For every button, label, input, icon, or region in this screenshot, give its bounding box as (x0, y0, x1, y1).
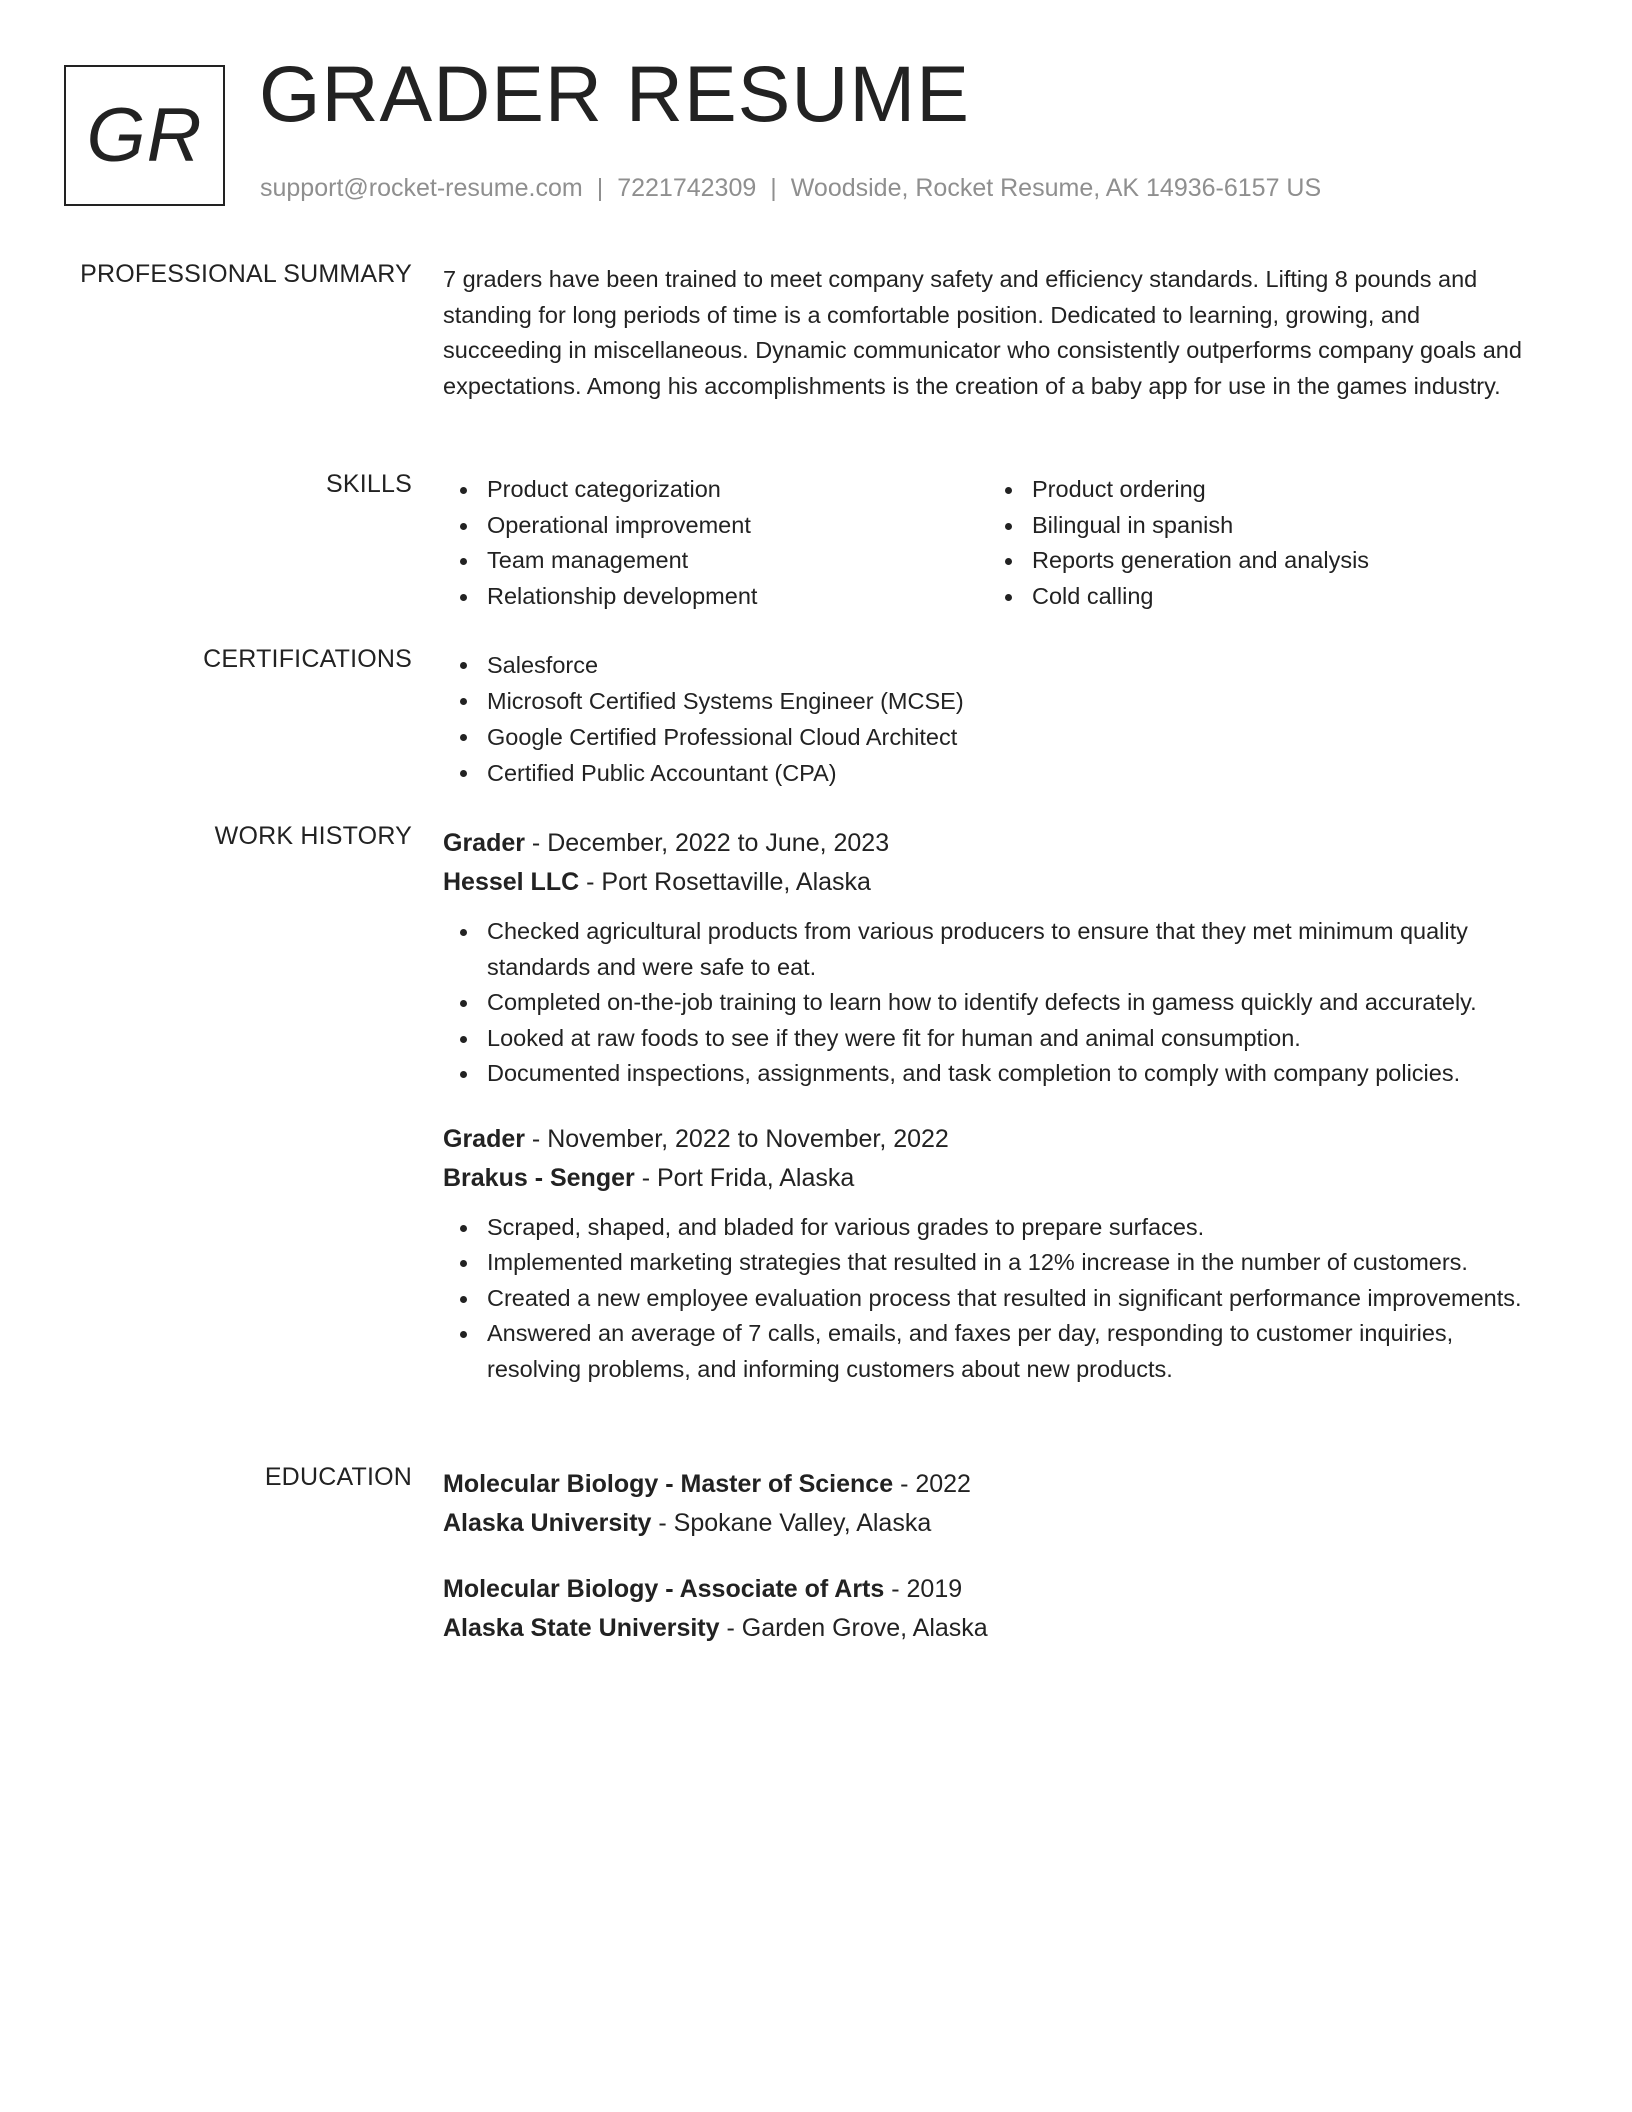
monogram-box (64, 65, 225, 206)
list-item: Operational improvement (443, 508, 988, 544)
education-location: - Spokane Valley, Alaska (651, 1509, 932, 1537)
job-location: - Port Frida, Alaska (634, 1163, 855, 1192)
education-degree: Molecular Biology - Associate of Arts (443, 1575, 885, 1603)
job-dates: - November, 2022 to November, 2022 (524, 1124, 949, 1153)
contact-email[interactable]: support@rocket-resume.com (260, 174, 583, 202)
section-label-summary: PROFESSIONAL SUMMARY (80, 260, 412, 288)
list-item: Looked at raw foods to see if they were fit for human and animal consumption. (443, 1021, 1543, 1057)
list-item: Implemented marketing strategies that resulted in a 12% increase in the number of customers. (443, 1245, 1543, 1281)
education-school-line (443, 1504, 1543, 1543)
list-item: Product ordering (988, 472, 1508, 508)
section-label-education: EDUCATION (264, 1463, 412, 1491)
job-entry (443, 824, 1543, 1092)
list-item: Google Certified Professional Cloud Architect (443, 719, 1543, 755)
education-year: - 2019 (884, 1575, 963, 1603)
job-company-line (443, 1159, 1543, 1198)
skills-list-left (443, 472, 988, 614)
list-item: Relationship development (443, 579, 988, 615)
education-degree-line (443, 1465, 1543, 1504)
job-dates: - December, 2022 to June, 2023 (524, 829, 890, 857)
monogram-initials: GR (86, 93, 203, 178)
section-label-certifications: CERTIFICATIONS (203, 645, 412, 673)
job-title-line (443, 824, 1543, 863)
list-item: Answered an average of 7 calls, emails, and faxes per day, responding to customer inquiries, resolving problems, and informing customers about new products. (443, 1316, 1543, 1387)
education-location: - Garden Grove, Alaska (719, 1614, 988, 1642)
contact-separator: | (596, 174, 604, 202)
education-entry (443, 1465, 1543, 1543)
list-item: Cold calling (988, 579, 1508, 615)
list-item: Microsoft Certified Systems Engineer (MCSE) (443, 683, 1543, 719)
list-item: Completed on-the-job training to learn how to identify defects in gamess quickly and accurately. (443, 985, 1543, 1021)
education-year: - 2022 (893, 1470, 971, 1498)
job-bullets (443, 1210, 1543, 1388)
work-history-body (443, 824, 1543, 1415)
education-school: Alaska State University (443, 1614, 720, 1642)
contact-line (260, 174, 1321, 203)
list-item: Certified Public Accountant (CPA) (443, 755, 1543, 791)
list-item: Created a new employee evaluation process that resulted in significant performance improvements. (443, 1281, 1543, 1317)
section-label-skills: SKILLS (326, 470, 412, 498)
job-title: Grader (443, 829, 525, 857)
education-school-line (443, 1609, 1543, 1648)
skills-body (443, 472, 1543, 614)
job-title-line (443, 1120, 1543, 1159)
certifications-body (443, 647, 1543, 791)
job-bullets (443, 914, 1543, 1092)
list-item: Reports generation and analysis (988, 543, 1508, 579)
list-item: Documented inspections, assignments, and task completion to comply with company policies. (443, 1056, 1543, 1092)
job-location: - Port Rosettaville, Alaska (579, 868, 871, 896)
skills-list-right (988, 472, 1508, 614)
education-body (443, 1465, 1543, 1675)
list-item: Bilingual in spanish (988, 508, 1508, 544)
education-degree-line (443, 1570, 1543, 1609)
job-entry (443, 1120, 1543, 1388)
contact-phone[interactable]: 7221742309 (617, 174, 757, 202)
certifications-list (443, 647, 1543, 791)
contact-address: Woodside, Rocket Resume, AK 14936-6157 US (790, 174, 1322, 202)
education-entry (443, 1570, 1543, 1648)
job-company-line (443, 863, 1543, 902)
list-item: Salesforce (443, 647, 1543, 683)
education-degree: Molecular Biology - Master of Science (443, 1470, 894, 1498)
job-company: Hessel LLC (443, 868, 580, 896)
list-item: Scraped, shaped, and bladed for various grades to prepare surfaces. (443, 1210, 1543, 1246)
list-item: Product categorization (443, 472, 988, 508)
list-item: Checked agricultural products from various producers to ensure that they met minimum quality standards and were safe to eat. (443, 914, 1543, 985)
contact-separator: | (770, 174, 777, 202)
education-school: Alaska University (443, 1509, 652, 1537)
summary-text: 7 graders have been trained to meet company safety and efficiency standards. Lifting 8 pounds and standing for long periods of time is a comfortable position. Dedicated to learning, growing, and succeeding in miscellaneous. Dynamic communicator who consistently outperforms company goals and expectations. Among his accomplishments is the creation of a baby app for use in the games industry. (443, 266, 1522, 399)
resume-name: GRADER RESUME (259, 49, 970, 138)
list-item: Team management (443, 543, 988, 579)
section-label-work-history: WORK HISTORY (214, 822, 412, 850)
job-company: Brakus - Senger (443, 1163, 635, 1192)
job-title: Grader (443, 1124, 525, 1153)
